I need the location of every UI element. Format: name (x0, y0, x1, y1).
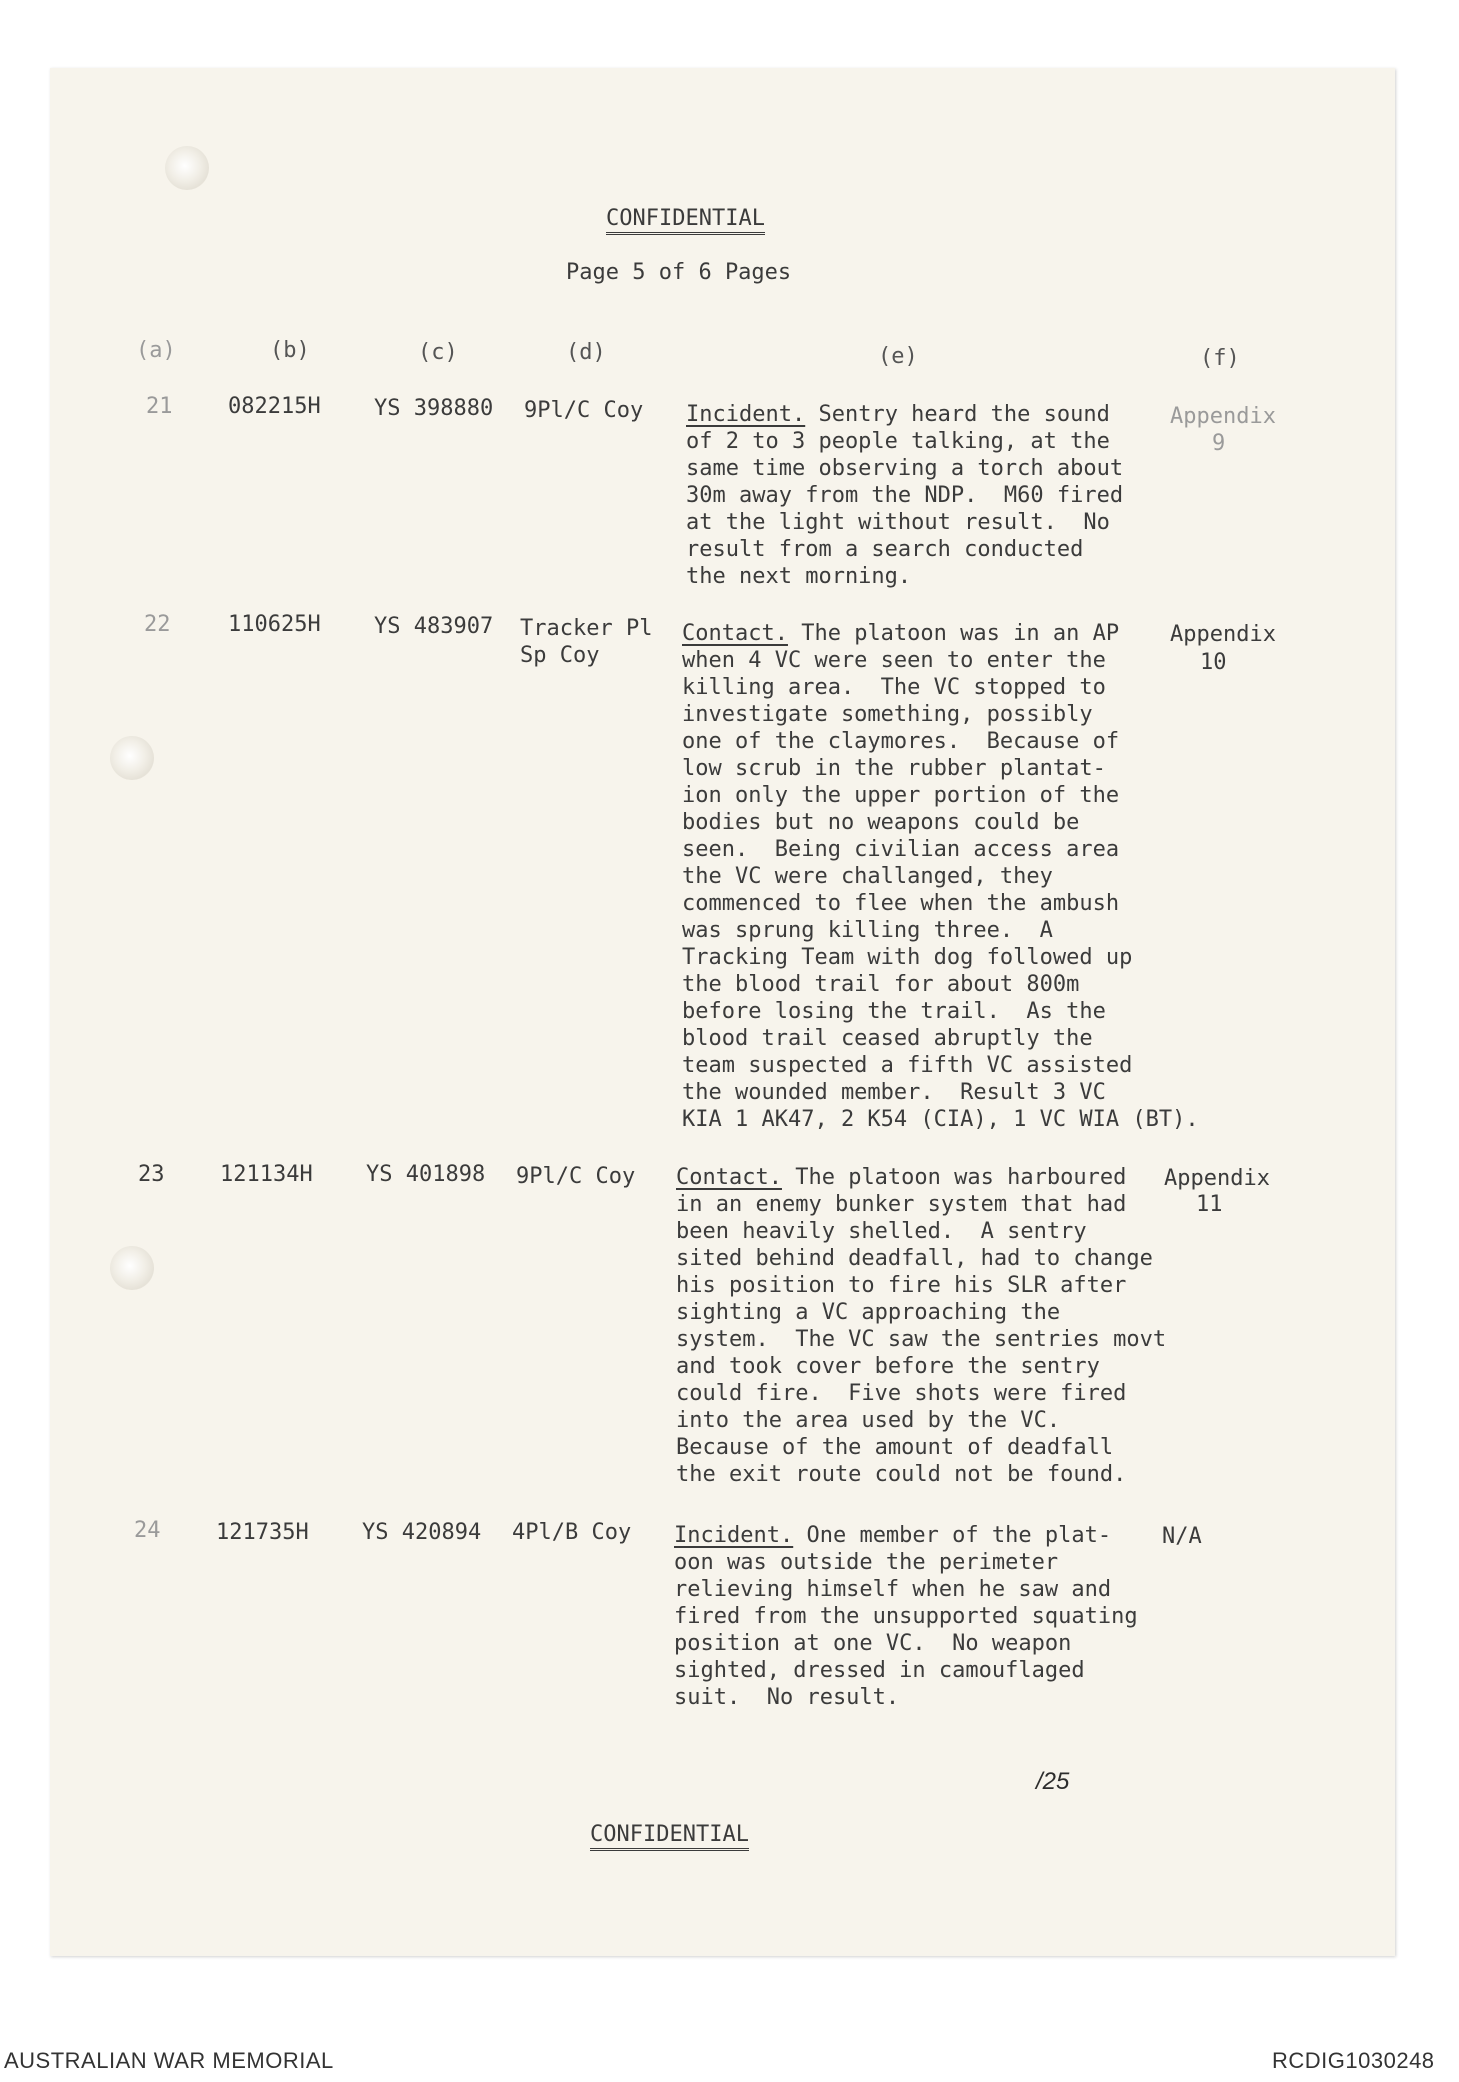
entry-serial: 21 (146, 394, 173, 419)
entry-keyword: Incident. (674, 1523, 794, 1548)
entry-reference-number: 11 (1196, 1192, 1223, 1217)
entry-grid-reference: YS 420894 (362, 1520, 482, 1545)
column-header-c: (c) (418, 340, 458, 365)
punch-hole-mark (110, 736, 154, 780)
classification-footer: CONFIDENTIAL (590, 1822, 749, 1847)
entry-unit: 9Pl/C Coy (516, 1164, 636, 1189)
entry-unit: 9Pl/C Coy (524, 398, 644, 423)
entry-reference: Appendix (1170, 622, 1276, 647)
entry-unit: 4Pl/B Coy (512, 1520, 632, 1545)
column-header-e: (e) (878, 344, 918, 369)
column-header-d: (d) (566, 340, 606, 365)
column-header-a: (a) (136, 338, 176, 363)
page-label: Page 5 of 6 Pages (566, 260, 792, 285)
entry-grid-reference: YS 398880 (374, 396, 494, 421)
entry-reference: N/A (1162, 1524, 1202, 1549)
entry-reference: Appendix (1164, 1166, 1270, 1191)
entry-time: 082215H (228, 394, 321, 419)
archive-source: AUSTRALIAN WAR MEMORIAL (4, 2048, 334, 2073)
entry-keyword: Contact. (682, 621, 788, 646)
column-header-f: (f) (1200, 346, 1240, 371)
entry-reference-number: 9 (1212, 431, 1226, 456)
entry-keyword: Incident. (686, 402, 806, 427)
entry-narrative: Contact. The platoon was harboured in an enemy bunker system that had been heavily shelled. A sentry sited behind deadfall, had to change his position to fire his SLR after sighting a VC approaching the system. The VC saw the sentries movt and took cover before the sentry could fire. Five shots were fired into the area used by the VC. Because of the amount of deadfall the exit route could not be found. (676, 1165, 1167, 1487)
entry-time: 110625H (228, 612, 321, 637)
entry-time: 121134H (220, 1162, 313, 1187)
punch-hole-mark (110, 1246, 154, 1290)
entry-reference: Appendix (1170, 404, 1276, 429)
archive-id: RCDIG1030248 (1272, 2048, 1435, 2073)
continuation-marker: /25 (1036, 1768, 1070, 1795)
entry-unit: Tracker Pl (520, 616, 653, 641)
entry-grid-reference: YS 401898 (366, 1162, 486, 1187)
entry-serial: 23 (138, 1162, 165, 1187)
entry-keyword: Contact. (676, 1165, 782, 1190)
column-header-b: (b) (270, 338, 310, 363)
entry-grid-reference: YS 483907 (374, 614, 494, 639)
entry-serial: 24 (134, 1518, 161, 1543)
entry-narrative: Contact. The platoon was in an AP when 4 VC were seen to enter the killing area. The VC stopped to investigate something, possibly one of the claymores. Because of low scrub in the rubber plantat- ion only the upper portion of the bodies but no weapons could be seen. Being civilian access area the VC were challanged, they commenced to flee when the ambush was sprung killing three. A Tracking Team with dog followed up the blood trail for about 800m before losing the trail. As the blood trail ceased abruptly the team suspected a fifth VC assisted the wounded member. Result 3 VC KIA 1 AK47, 2 K54 (CIA), 1 VC WIA (BT). (682, 621, 1199, 1132)
entry-time: 121735H (216, 1520, 309, 1545)
entry-reference-number: 10 (1200, 650, 1227, 675)
entry-narrative: Incident. Sentry heard the sound of 2 to 3 people talking, at the same time observing a torch about 30m away from the NDP. M60 fired at the light without result. No result from a search conducted the next morning. (686, 402, 1124, 589)
punch-hole-mark (165, 146, 209, 190)
entry-unit-line2: Sp Coy (520, 643, 600, 668)
classification-header: CONFIDENTIAL (606, 206, 765, 231)
entry-narrative: Incident. One member of the plat- oon was outside the perimeter relieving himself when he saw and fired from the unsupported squating position at one VC. No weapon sighted, dressed in camouflaged suit. No result. (674, 1523, 1138, 1710)
entry-serial: 22 (144, 612, 171, 637)
